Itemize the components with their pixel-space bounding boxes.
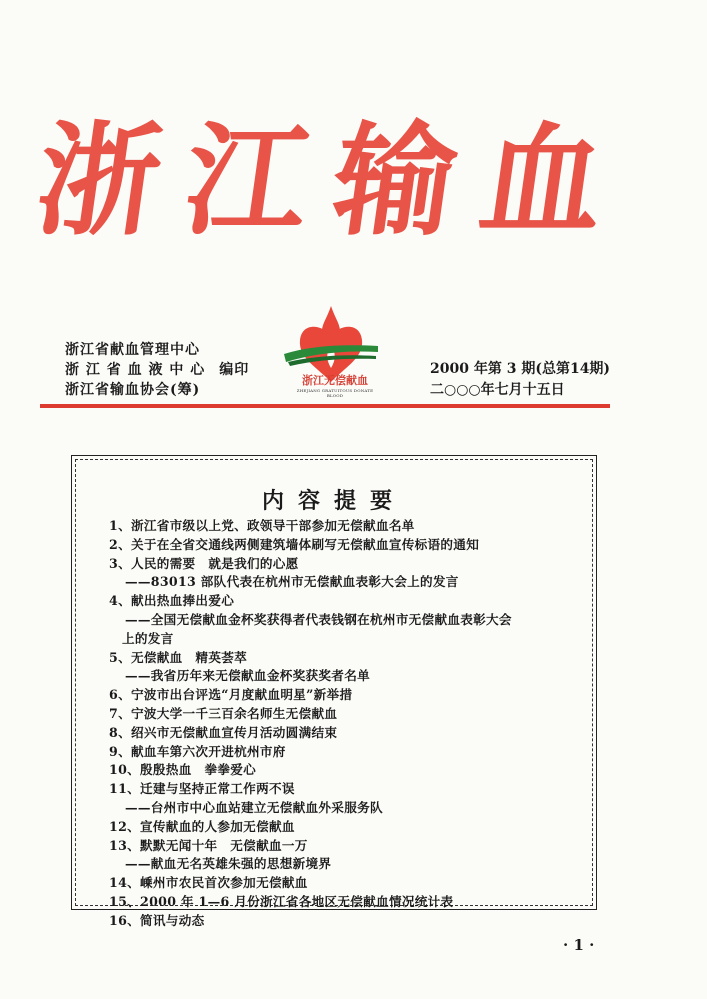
toc-item: 3、人民的需要 就是我们的心愿: [109, 555, 299, 571]
publisher-block: [65, 340, 249, 400]
logo-caption: 浙江无偿献血: [302, 374, 368, 387]
masthead-title: 浙江输血: [27, 108, 641, 252]
toc-item: 14、嵊州市农民首次参加无偿献血: [109, 875, 308, 891]
org-transfusion-association: 浙江省输血协会(筹): [65, 382, 201, 398]
toc-item: 11、迁建与坚持正常工作两不误: [109, 781, 295, 797]
toc-subitem: ——献血无名英雄朱强的思想新境界: [125, 856, 332, 872]
toc-item: 9、献血车第六次开进杭州市府: [109, 743, 286, 759]
toc-item: 2、关于在全省交通线两侧建筑墙体刷写无偿献血宣传标语的通知: [109, 536, 480, 552]
issue-info: [430, 359, 610, 401]
toc-item: 16、简讯与动态: [109, 912, 205, 928]
contents-title: 内容提要: [261, 488, 406, 514]
issue-number: 2000 年第 3 期(总第14期): [430, 361, 611, 377]
toc-item: 12、宣传献血的人参加无偿献血: [109, 818, 295, 834]
org-blood-donation-center: 浙江省献血管理中心: [65, 342, 200, 358]
toc-subitem: ——全国无偿献血金杯奖获得者代表钱钢在杭州市无偿献血表彰大会: [125, 611, 512, 627]
toc-item: 1、浙江省市级以上党、政领导干部参加无偿献血名单: [109, 518, 415, 533]
toc-subitem: ——台州市中心血站建立无偿献血外采服务队: [125, 799, 383, 815]
toc-item: 7、宁波大学一千三百余名师生无偿献血: [109, 705, 338, 721]
toc-subitem: ——83013 部队代表在杭州市无偿献血表彰大会上的发言: [125, 574, 459, 590]
editor-label: 编印: [219, 362, 250, 378]
toc-item: 15、2000 年 1—6 月份浙江省各地区无偿献血情况统计表: [109, 893, 454, 909]
toc-item: 5、无偿献血 精英荟萃: [109, 649, 248, 665]
page-number: · 1 ·: [563, 936, 595, 954]
contents-box: [71, 455, 597, 928]
issue-date: 二○○○年七月十五日: [430, 382, 565, 398]
org-blood-center: 浙 江 省 血 液 中 心: [65, 362, 206, 378]
header-divider: [40, 404, 610, 408]
toc-subitem-continued: 上的发言: [122, 630, 174, 646]
logo-subtitle: ZHEJIANG GRATUITOUS DONATE BLOOD: [296, 388, 374, 398]
toc-item: 13、默默无闻十年 无偿献血一万: [109, 837, 308, 853]
contents-list: [109, 517, 579, 931]
toc-item: 8、绍兴市无偿献血宣传月活动圆满结束: [109, 724, 338, 740]
toc-item: 6、宁波市出台评选“月度献血明星”新举措: [109, 687, 353, 703]
toc-item: 10、殷殷热血 拳拳爱心: [109, 762, 257, 778]
toc-item: 4、献出热血捧出爱心: [109, 593, 235, 609]
toc-subitem: ——我省历年来无偿献血金杯奖获奖者名单: [125, 668, 370, 684]
